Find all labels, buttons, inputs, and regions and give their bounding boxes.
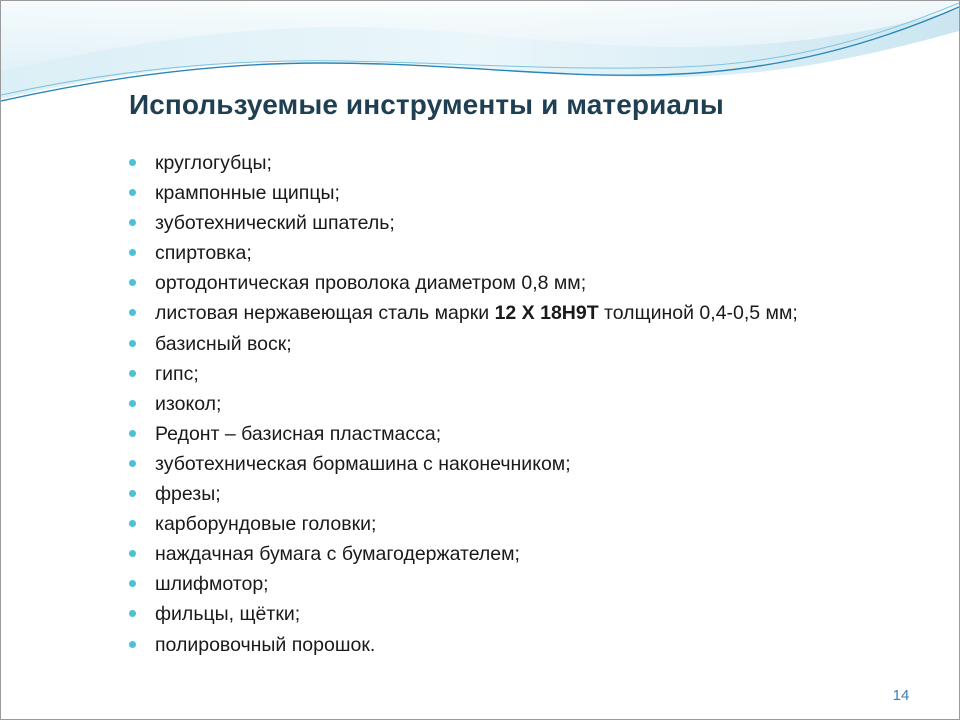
list-item: фильцы, щётки;	[129, 599, 798, 629]
list-item: спиртовка;	[129, 238, 798, 268]
bullet-icon	[129, 249, 136, 256]
bullet-icon	[129, 159, 136, 166]
list-item: изокол;	[129, 389, 798, 419]
list-item: Редонт – базисная пластмасса;	[129, 419, 798, 449]
list-item: круглогубцы;	[129, 148, 798, 178]
list-item: зуботехническая бормашина с наконечником;	[129, 449, 798, 479]
materials-list	[129, 148, 798, 660]
bullet-icon	[129, 610, 136, 617]
bullet-icon	[129, 400, 136, 407]
bullet-icon	[129, 520, 136, 527]
list-item: наждачная бумага с бумагодержателем;	[129, 539, 798, 569]
list-item: фрезы;	[129, 479, 798, 509]
steel-grade: 12 Х 18Н9Т	[494, 302, 599, 325]
bullet-icon	[129, 340, 136, 347]
bullet-icon	[129, 430, 136, 437]
bullet-icon	[129, 490, 136, 497]
list-item: зуботехнический шпатель;	[129, 208, 798, 238]
list-item: гипс;	[129, 359, 798, 389]
bullet-icon	[129, 641, 136, 648]
page-number: 14	[892, 687, 910, 704]
list-item: листовая нержавеющая сталь марки 12 Х 18Н9Т толщиной 0,4-0,5 мм;	[129, 298, 798, 328]
list-item: ортодонтическая проволока диаметром 0,8 мм;	[129, 268, 798, 298]
bullet-icon	[129, 460, 136, 467]
list-item: полировочный порошок.	[129, 630, 798, 660]
bullet-icon	[129, 279, 136, 286]
bullet-icon	[129, 580, 136, 587]
bullet-icon	[129, 370, 136, 377]
list-item: базисный воск;	[129, 329, 798, 359]
list-item: крампонные щипцы;	[129, 178, 798, 208]
list-item: шлифмотор;	[129, 569, 798, 599]
list-item: карборундовые головки;	[129, 509, 798, 539]
bullet-icon	[129, 219, 136, 226]
bullet-icon	[129, 550, 136, 557]
bullet-icon	[129, 189, 136, 196]
slide-title: Используемые инструменты и материалы	[129, 89, 724, 120]
bullet-icon	[129, 309, 136, 316]
